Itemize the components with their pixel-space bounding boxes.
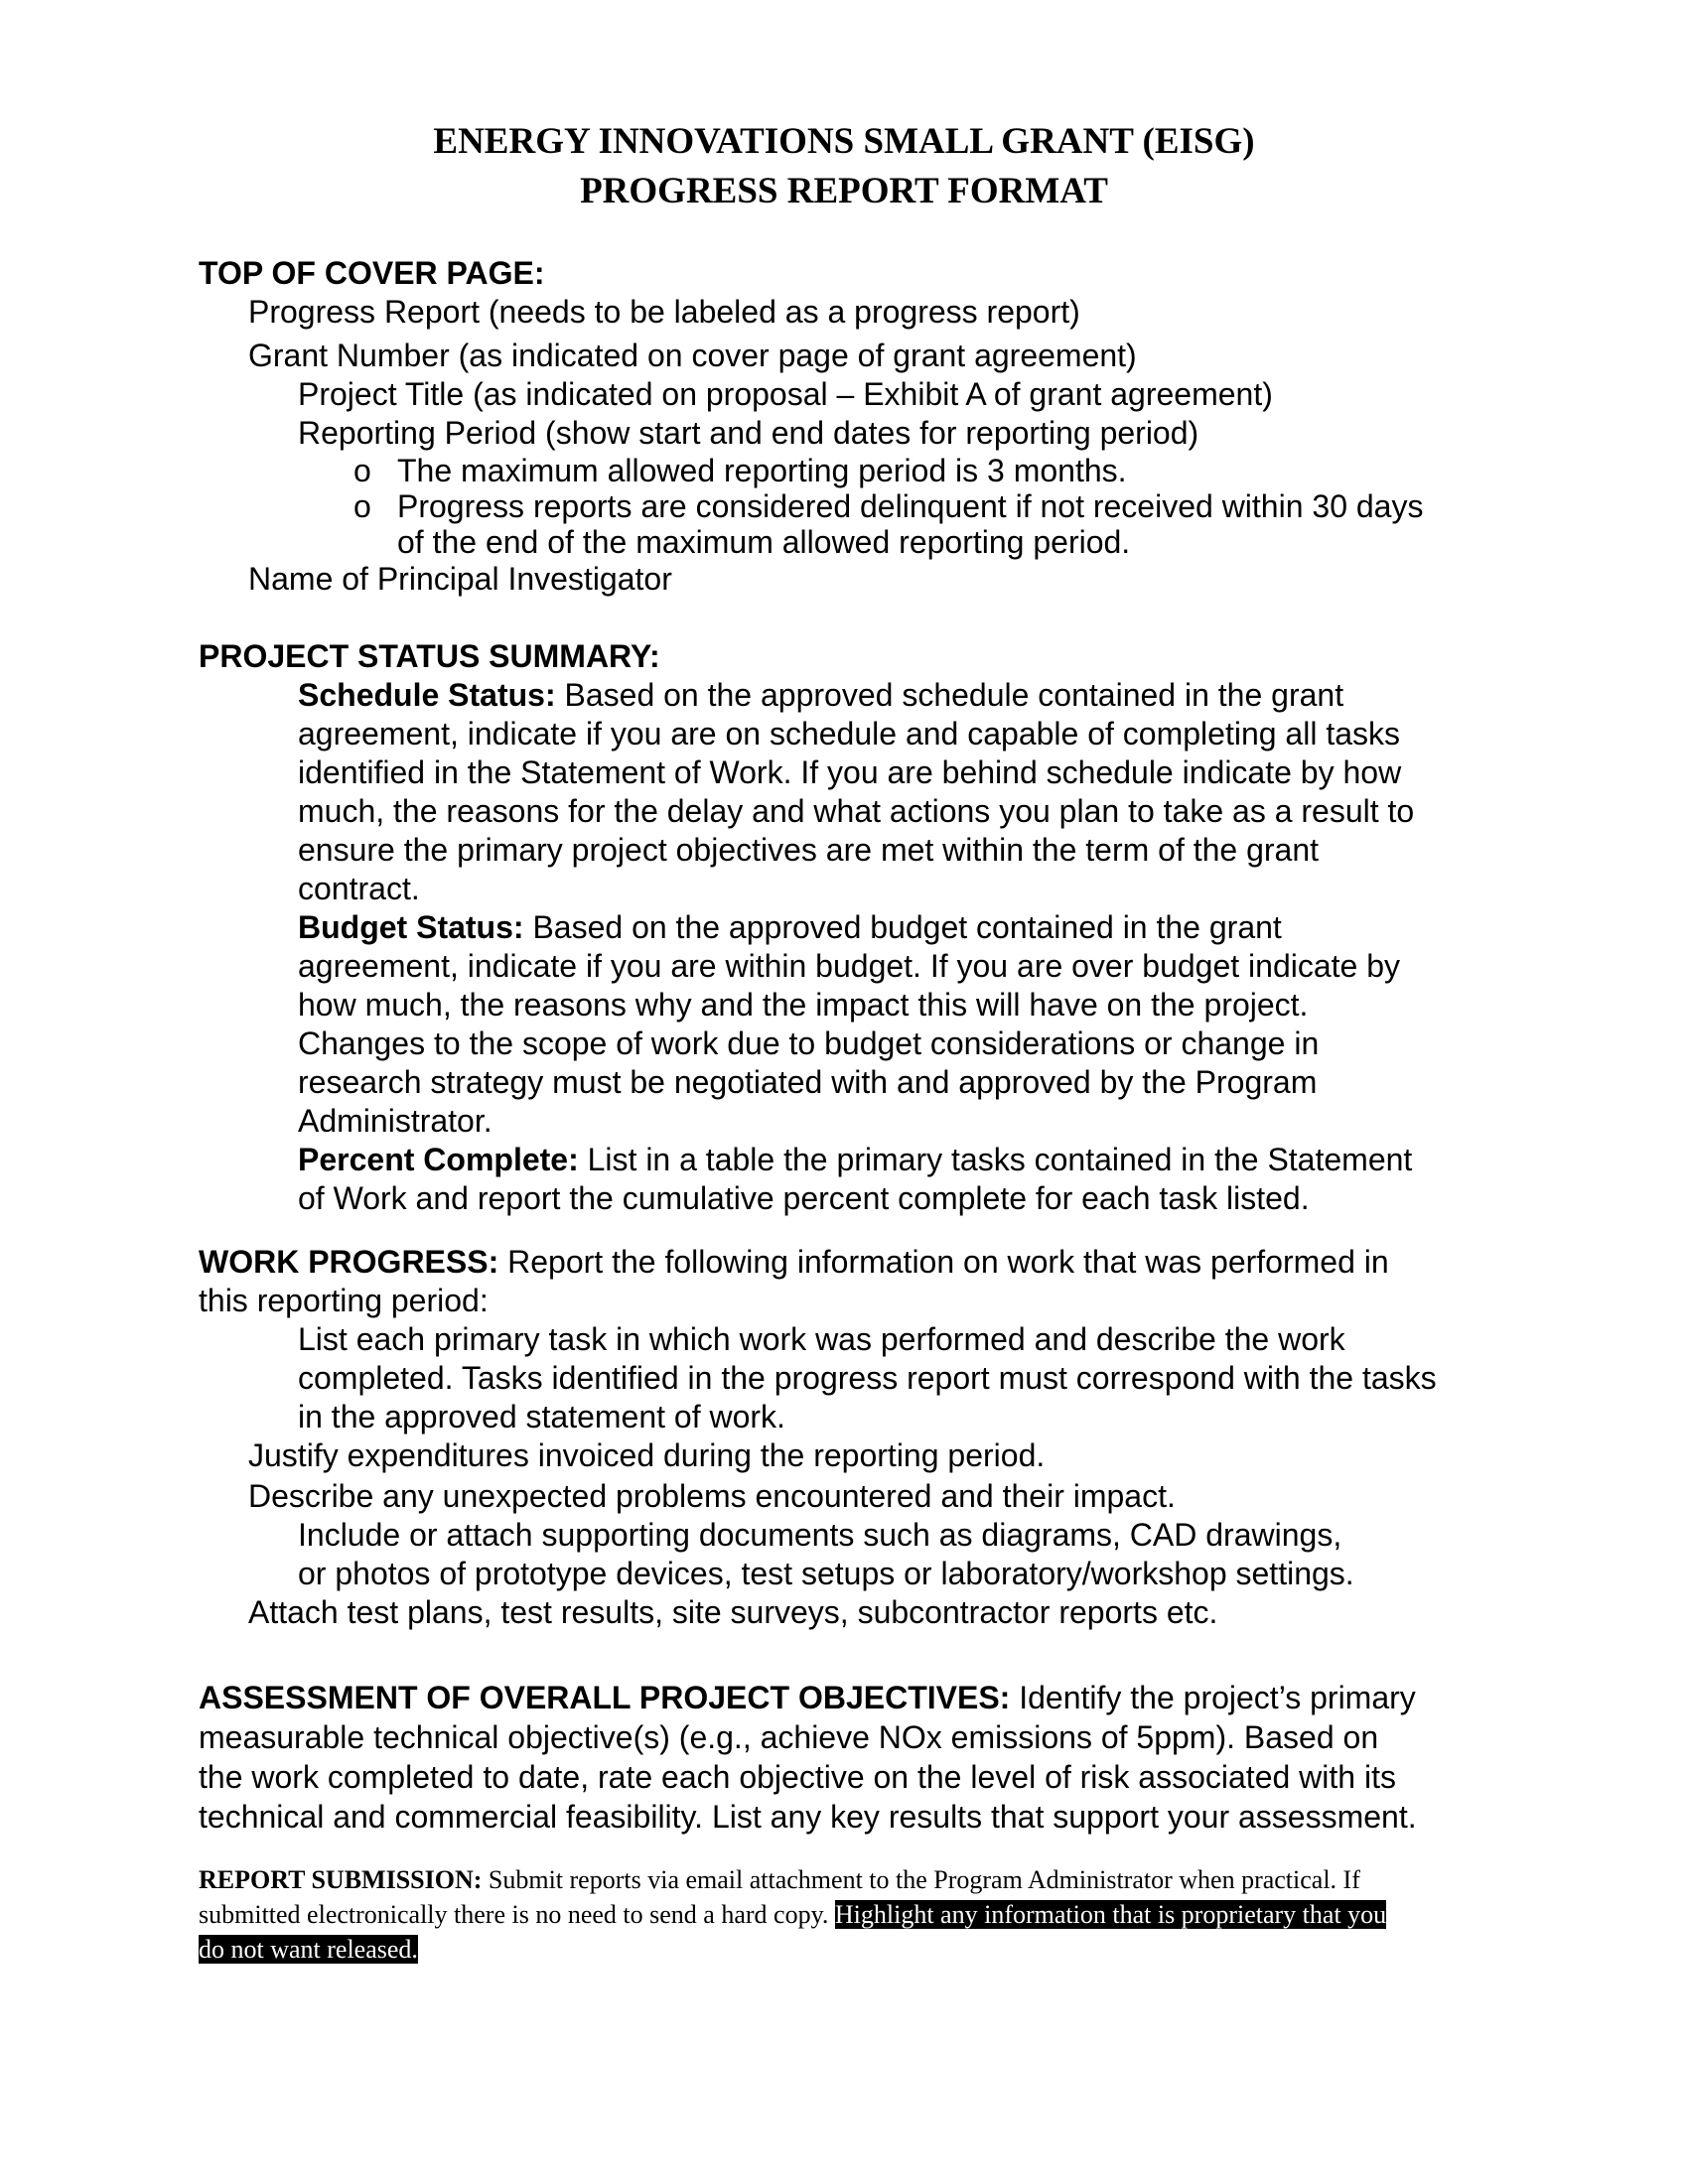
- cover-section: [199, 254, 1423, 599]
- work-test-plans: Attach test plans, test results, site surveys, subcontractor reports etc.: [248, 1594, 1218, 1630]
- percent-text: of Work and report the cumulative percent complete for each task listed.: [298, 1180, 1310, 1216]
- budget-text: Changes to the scope of work due to budget considerations or change in: [298, 1025, 1320, 1061]
- cover-project-title: Project Title (as indicated on proposal – Exhibit A of grant agreement): [298, 376, 1273, 412]
- work-attach-text: or photos of prototype devices, test setups or laboratory/workshop settings.: [298, 1556, 1354, 1591]
- budget-label: Budget Status:: [298, 909, 524, 945]
- percent-complete: [298, 1141, 1414, 1218]
- work-tasks: [298, 1320, 1437, 1436]
- work-intro: Report the following information on work that was performed in: [498, 1244, 1389, 1280]
- schedule-text: Based on the approved schedule contained in the grant: [555, 677, 1344, 713]
- schedule-text: much, the reasons for the delay and what actions you plan to take as a result to: [298, 793, 1415, 829]
- assessment-text: measurable technical objective(s) (e.g., achieve NOx emissions of 5ppm). Based on: [199, 1719, 1379, 1755]
- proprietary-highlight: do not want released.: [199, 1935, 418, 1964]
- work-task-text: List each primary task in which work was performed and describe the work: [298, 1321, 1345, 1357]
- assessment-text: the work completed to date, rate each objective on the level of risk associated with its: [199, 1759, 1396, 1795]
- assessment-text: technical and commercial feasibility. List any key results that support your assessment.: [199, 1799, 1417, 1835]
- cover-progress-report: Progress Report (needs to be labeled as a progress report): [248, 294, 1080, 330]
- cover-grant-number: Grant Number (as indicated on cover page of grant agreement): [248, 338, 1137, 373]
- cover-heading: TOP OF COVER PAGE:: [199, 255, 545, 291]
- work-section: [199, 1243, 1437, 1632]
- budget-text: how much, the reasons why and the impact this will have on the project.: [298, 987, 1309, 1023]
- cover-principal-investigator: Name of Principal Investigator: [248, 561, 672, 597]
- work-heading: WORK PROGRESS:: [199, 1244, 499, 1280]
- assessment-section: [199, 1678, 1417, 1837]
- submission-text: submitted electronically there is no need to send a hard copy.: [199, 1900, 835, 1929]
- work-problems: Describe any unexpected problems encountered and their impact.: [248, 1478, 1176, 1514]
- bullet-marker: o: [353, 453, 371, 488]
- status-heading: PROJECT STATUS SUMMARY:: [199, 638, 660, 674]
- schedule-text: agreement, indicate if you are on schedule and capable of completing all tasks: [298, 716, 1401, 751]
- schedule-status: [298, 676, 1414, 908]
- budget-text: Based on the approved budget contained in the grant: [523, 909, 1282, 945]
- bullet-item: [353, 488, 1424, 524]
- status-section: [199, 637, 1414, 1218]
- proprietary-highlight: Highlight any information that is proprietary that you: [834, 1900, 1387, 1929]
- cover-reporting-period: Reporting Period (show start and end dates for reporting period): [298, 415, 1199, 451]
- document-title: [0, 117, 1688, 216]
- submission-heading: REPORT SUBMISSION:: [199, 1865, 483, 1894]
- schedule-text: ensure the primary project objectives are met within the term of the grant: [298, 832, 1320, 868]
- work-justify: Justify expenditures invoiced during the reporting period.: [248, 1437, 1046, 1473]
- cover-bullets: [353, 453, 1424, 560]
- bullet-text-continued: of the end of the maximum allowed reporting period.: [397, 524, 1131, 560]
- budget-status: [298, 908, 1414, 1141]
- bullet-item: [353, 453, 1423, 488]
- work-task-text: in the approved statement of work.: [298, 1399, 785, 1434]
- work-attachments: [298, 1516, 1437, 1593]
- bullet-marker: o: [353, 488, 371, 524]
- schedule-text: contract.: [298, 871, 420, 906]
- percent-label: Percent Complete:: [298, 1142, 579, 1177]
- title-line-2: PROGRESS REPORT FORMAT: [580, 171, 1108, 211]
- work-attach-text: Include or attach supporting documents such as diagrams, CAD drawings,: [298, 1517, 1342, 1553]
- bullet-text: Progress reports are considered delinquent if not received within 30 days: [397, 488, 1424, 524]
- assessment-heading: ASSESSMENT OF OVERALL PROJECT OBJECTIVES:: [199, 1680, 1011, 1715]
- budget-text: research strategy must be negotiated with and approved by the Program: [298, 1064, 1318, 1100]
- work-intro: this reporting period:: [199, 1283, 489, 1318]
- budget-text: Administrator.: [298, 1103, 492, 1139]
- submission-text: Submit reports via email attachment to the Program Administrator when practical. If: [482, 1865, 1360, 1894]
- percent-text: List in a table the primary tasks contained in the Statement: [578, 1142, 1413, 1177]
- assessment-text: Identify the project’s primary: [1010, 1680, 1416, 1715]
- work-task-text: completed. Tasks identified in the progress report must correspond with the tasks: [298, 1360, 1437, 1396]
- bullet-text: The maximum allowed reporting period is 3 months.: [397, 453, 1127, 488]
- schedule-label: Schedule Status:: [298, 677, 556, 713]
- budget-text: agreement, indicate if you are within budget. If you are over budget indicate by: [298, 948, 1401, 984]
- title-line-1: ENERGY INNOVATIONS SMALL GRANT (EISG): [433, 121, 1255, 162]
- submission-section: [199, 1862, 1386, 1967]
- schedule-text: identified in the Statement of Work. If you are behind schedule indicate by how: [298, 754, 1402, 790]
